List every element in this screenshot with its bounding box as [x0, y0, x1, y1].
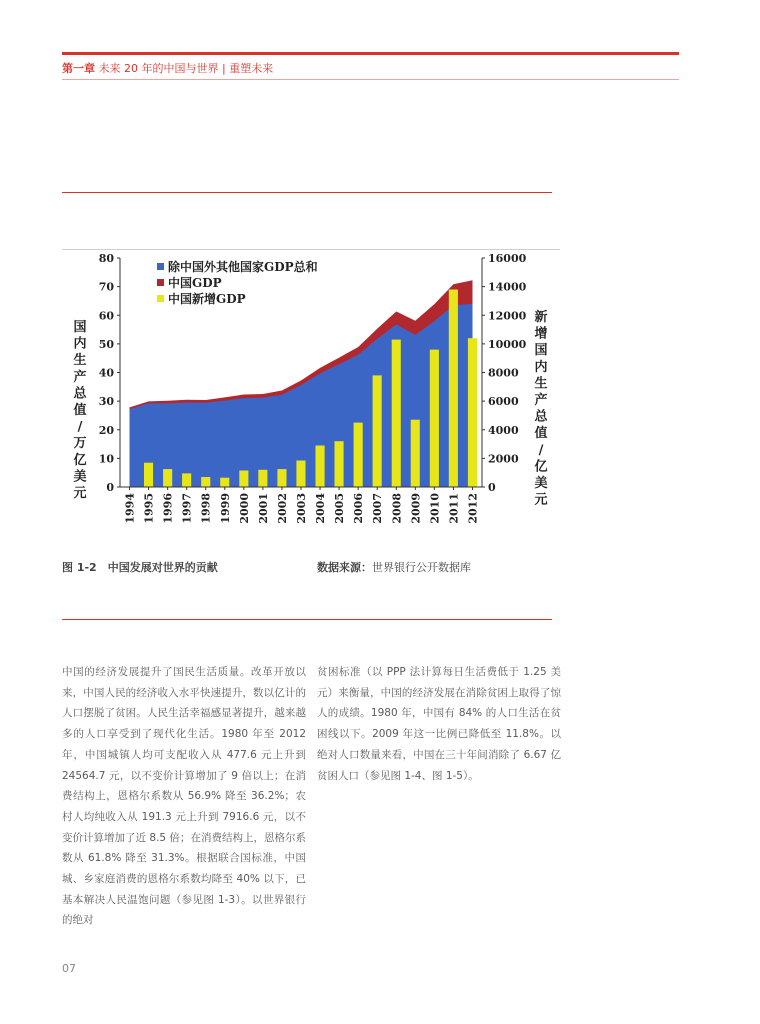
right-tick-label: 14000: [488, 280, 527, 294]
legend-swatch: [157, 263, 164, 270]
new-gdp-bar: [373, 375, 382, 487]
right-tick-label: 16000: [488, 252, 527, 265]
x-tick-label: 2009: [409, 493, 423, 524]
new-gdp-bar: [430, 350, 439, 487]
left-axis-label-char: 总: [73, 386, 87, 402]
new-gdp-bar: [239, 471, 248, 488]
source-label: 数据来源：: [317, 561, 372, 574]
chapter-title: 未来 20 年的中国与世界: [98, 62, 219, 75]
left-tick-label: 70: [98, 280, 114, 294]
body-top-divider: [62, 619, 552, 620]
header-separator: |: [222, 62, 226, 75]
new-gdp-bar: [220, 478, 229, 487]
right-tick-label: 0: [488, 481, 496, 494]
x-tick-label: 1998: [199, 493, 213, 524]
right-axis-label-char: 增: [534, 326, 548, 342]
new-gdp-bar: [449, 290, 458, 488]
left-axis-label-char: 万: [73, 436, 87, 452]
left-axis-label-char: 国: [73, 320, 87, 335]
figure-source: [317, 559, 471, 575]
right-axis-label-char: 新: [534, 310, 548, 325]
legend-label: 中国GDP: [168, 276, 222, 290]
left-tick-label: 50: [98, 337, 114, 351]
left-tick-label: 20: [98, 423, 114, 437]
left-axis-label-char: /: [77, 419, 83, 435]
gdp-contribution-chart: [62, 249, 560, 539]
new-gdp-bar: [354, 423, 363, 487]
right-tick-label: 10000: [488, 337, 527, 351]
new-gdp-bar: [335, 441, 344, 487]
chart-container: [62, 249, 560, 539]
new-gdp-bar: [258, 470, 267, 487]
right-axis-label-char: /: [538, 442, 544, 458]
legend-label: 中国新增GDP: [168, 292, 246, 306]
left-tick-label: 10: [98, 452, 114, 466]
x-tick-label: 1994: [123, 493, 137, 524]
x-tick-label: 2001: [256, 493, 270, 524]
left-axis-label-char: 值: [73, 403, 87, 418]
chapter-label: 第一章: [62, 62, 95, 75]
other-countries-gdp-area: [130, 304, 473, 487]
x-tick-label: 2010: [428, 493, 442, 524]
body-text-right-column: 贫困标准（以 PPP 法计算每日生活费低于 1.25 美元）来衡量，中国的经济发展在消除贫困上取得了惊人的成绩。1980 年，中国有 84% 的人口生活在贫困线以下。2009 年这一比例已降低至 11.8%。以绝对人口数量来看，中国在三十年间消除了 6.67 亿贫困人口（参见图 1-4、图 1-5）。: [317, 666, 561, 782]
left-axis-label-char: 生: [73, 353, 87, 369]
x-tick-label: 2004: [314, 493, 328, 524]
left-tick-label: 60: [98, 309, 114, 323]
right-axis-label-char: 美: [534, 476, 548, 491]
new-gdp-bar: [182, 473, 191, 487]
left-tick-label: 30: [98, 395, 114, 409]
right-axis-label-char: 生: [534, 376, 548, 392]
new-gdp-bar: [316, 446, 325, 488]
right-axis-label-char: 元: [534, 492, 548, 508]
section-title: 重塑未来: [229, 62, 274, 75]
new-gdp-bar: [277, 469, 286, 487]
legend-swatch: [157, 279, 164, 286]
header-divider: [62, 79, 679, 80]
x-tick-label: 2012: [466, 493, 480, 524]
right-tick-label: 8000: [488, 366, 519, 380]
legend-label: 除中国外其他国家GDP总和: [168, 260, 318, 274]
new-gdp-bar: [468, 338, 477, 487]
new-gdp-bar: [144, 463, 153, 487]
left-axis-label-char: 美: [73, 469, 87, 485]
left-tick-label: 40: [98, 366, 114, 380]
new-gdp-bar: [411, 420, 420, 487]
x-tick-label: 2006: [352, 493, 366, 524]
left-axis-label-char: 亿: [73, 452, 87, 468]
x-tick-label: 2000: [237, 493, 251, 524]
x-tick-label: 2002: [275, 493, 289, 524]
source-text: 世界银行公开数据库: [372, 561, 471, 574]
x-tick-label: 2007: [371, 493, 385, 524]
figure-top-divider: [62, 192, 552, 193]
left-tick-label: 80: [98, 252, 114, 265]
new-gdp-bar: [296, 461, 305, 488]
new-gdp-bar: [392, 340, 401, 487]
x-tick-label: 1995: [142, 493, 156, 524]
left-axis-label-char: 元: [73, 486, 87, 501]
left-tick-label: 0: [106, 481, 114, 494]
right-axis-label-char: 亿: [534, 459, 548, 475]
new-gdp-bar: [163, 469, 172, 487]
chart-top-border: [62, 249, 560, 250]
top-red-rule: [62, 52, 679, 55]
x-tick-label: 1999: [218, 493, 232, 524]
right-tick-label: 2000: [488, 452, 519, 466]
right-axis-label-char: 国: [534, 343, 548, 359]
x-tick-label: 1996: [161, 493, 175, 524]
x-tick-label: 1997: [180, 493, 194, 524]
x-tick-label: 2008: [390, 493, 404, 524]
figure-caption: 图 1-2 中国发展对世界的贡献: [62, 561, 218, 574]
left-axis-label-char: 内: [73, 336, 87, 352]
new-gdp-bar: [201, 477, 210, 487]
x-tick-label: 2003: [295, 493, 308, 524]
running-header: [62, 60, 273, 76]
right-tick-label: 12000: [488, 309, 527, 323]
right-axis-label-char: 产: [534, 393, 548, 408]
legend-swatch: [157, 295, 164, 302]
body-text-left-column: 中国的经济发展提升了国民生活质量。改革开放以来，中国人民的经济收入水平快速提升，数以亿计的人口摆脱了贫困。人民生活幸福感显著提升，越来越多的人口享受到了现代化生活。1980 年至 2012 年，中国城镇人均可支配收入从 477.6 元上升到 24564.7 元，以不变价计算增加了 9 倍以上；在消费结构上，恩格尔系数从 56.9% 降至 36.2%；农村人均纯收入从 191.3 元上升到 7916.6 元，以不变价计算增加了近 8.5 倍；在消费结构上，恩格尔系数从 61.8% 降至 31.3%。根据联合国标准，中国城、乡家庭消费的恩格尔系数均降至 40% 以下，已基本解决人民温饱问题（参见图 1-3）。以世界银行的绝对: [62, 666, 306, 927]
right-axis-label-char: 内: [534, 359, 548, 375]
left-axis-label-char: 产: [73, 369, 87, 385]
right-axis-label-char: 总: [534, 409, 548, 425]
right-tick-label: 6000: [488, 395, 519, 409]
right-axis-label-char: 值: [534, 426, 548, 442]
x-tick-label: 2011: [447, 493, 461, 524]
page-number: 07: [62, 962, 76, 975]
right-tick-label: 4000: [488, 423, 519, 437]
x-tick-label: 2005: [333, 493, 347, 524]
